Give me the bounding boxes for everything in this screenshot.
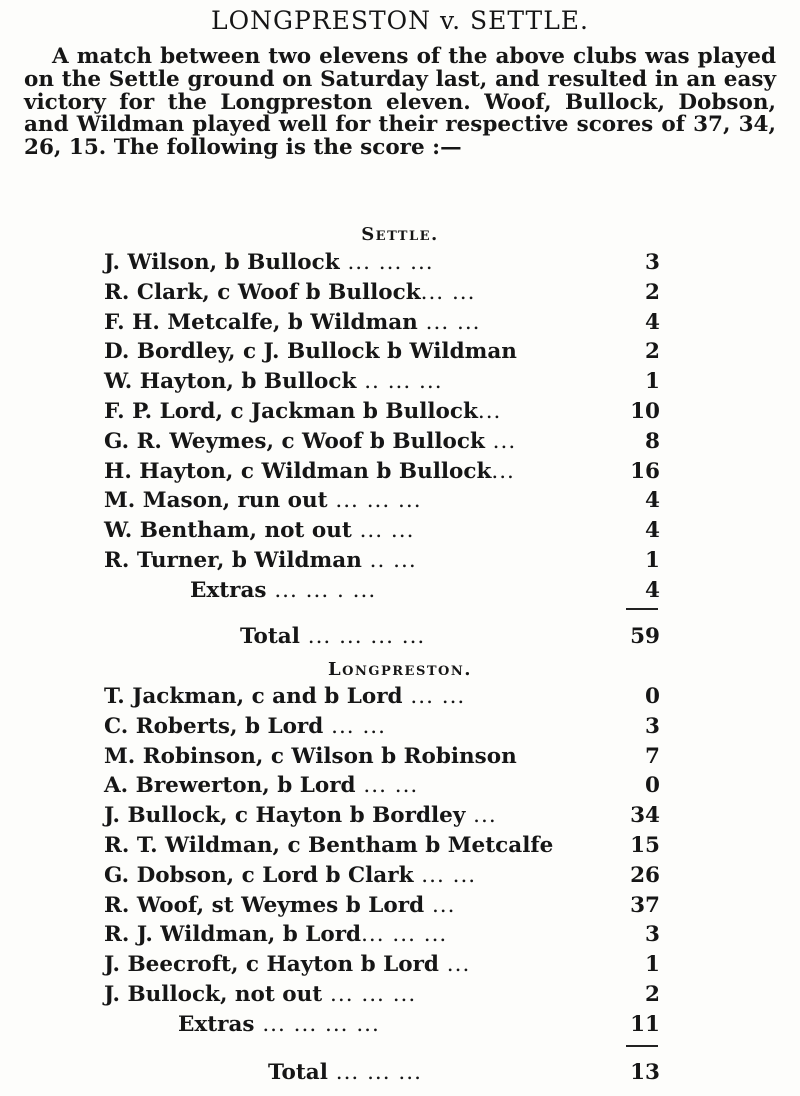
batsman-row (0, 801, 800, 831)
batsman-row (0, 546, 800, 576)
batsman-name: G. R. Weymes, c Woof b Bullock (104, 428, 485, 454)
batsman-score: 26 (630, 862, 660, 888)
leader-dots: ... ... (355, 773, 419, 799)
total-rule (626, 1045, 658, 1047)
batsman-row (0, 516, 800, 546)
total-row (0, 622, 800, 652)
batsman-score: 2 (645, 981, 660, 1007)
batsman-name: W. Bentham, not out (104, 518, 352, 544)
batsman-name: R. Turner, b Wildman (104, 547, 362, 573)
total-rule (626, 608, 658, 610)
extras-score: 4 (645, 577, 660, 603)
leader-dots: ... (491, 458, 515, 484)
batsman-name: R. T. Wildman, c Bentham b Metcalfe (104, 832, 554, 858)
batsman-name: H. Hayton, c Wildman b Bullock (104, 458, 492, 484)
total-label: Total (268, 1060, 328, 1085)
leader-dots: ... ... ... ... (299, 624, 426, 649)
leader-dots: ... ... ... (322, 981, 417, 1007)
extras-row (0, 1010, 788, 1040)
batsman-score: 3 (645, 922, 660, 948)
batsman-score: 7 (645, 743, 660, 769)
extras-label: Extras (190, 577, 267, 603)
total-score: 13 (630, 1060, 660, 1085)
batsman-row (0, 980, 800, 1010)
batsman-score: 34 (630, 803, 660, 829)
leader-dots: ... (465, 803, 497, 829)
batsman-score: 10 (630, 398, 660, 424)
batsman-score: 3 (645, 713, 660, 739)
batsman-row (0, 397, 800, 427)
batsman-name: D. Bordley, c J. Bullock b Wildman (104, 339, 517, 365)
batsman-row (0, 248, 800, 278)
leader-dots: ... ... ... (327, 488, 422, 514)
batsman-row (0, 831, 800, 861)
batsman-row (0, 950, 800, 980)
batsman-score: 0 (645, 773, 660, 799)
batsman-name: R. J. Wildman, b Lord (104, 922, 362, 948)
batsman-row (0, 486, 800, 516)
leader-dots: ... ... (420, 279, 476, 305)
longpreston-heading: Longpreston. (328, 659, 472, 680)
leader-dots: ... (484, 428, 517, 454)
batsman-row (0, 712, 800, 742)
batsman-row (0, 457, 800, 487)
leader-dots: .. ... (361, 547, 417, 573)
batsman-score: 16 (630, 458, 660, 484)
batsman-name: G. Dobson, c Lord b Clark (104, 862, 414, 888)
intro-text: A match between two elevens of the above clubs was played on the Settle ground on Saturday last, and resulted in an easy victory for the Longpreston eleven. Woof, Bullock, Dobson, and Wildman played well for their respective scores of 37, 34, 26, 15. The following is the score :— (24, 44, 776, 161)
headline: LONGPRESTON v. SETTLE. (211, 6, 589, 35)
batsman-name: W. Hayton, b Bullock (104, 369, 357, 395)
leader-dots: ... ... (417, 309, 481, 335)
batsman-score: 1 (645, 547, 660, 573)
leader-dots: .. ... ... (356, 369, 443, 395)
total-label: Total (240, 624, 300, 649)
leader-dots: ... (424, 892, 456, 918)
leader-dots: ... ... . ... (266, 577, 377, 603)
leader-dots: ... ... ... (361, 922, 448, 948)
extras-score: 11 (630, 1011, 660, 1037)
batsman-score: 1 (645, 952, 660, 978)
batsman-score: 3 (645, 250, 660, 275)
batsman-name: T. Jackman, c and b Lord (104, 684, 403, 709)
batsman-row (0, 682, 800, 712)
settle-heading: Settle. (361, 224, 439, 245)
batsman-score: 8 (645, 428, 660, 454)
extras-row (0, 576, 800, 606)
batsman-score: 0 (645, 684, 660, 709)
batsman-name: R. Woof, st Weymes b Lord (104, 892, 425, 918)
batsman-name: F. H. Metcalfe, b Wildman (104, 309, 418, 335)
batsman-row (0, 771, 800, 801)
batsman-name: J. Beecroft, c Hayton b Lord (104, 952, 439, 978)
batsman-score: 4 (645, 518, 660, 544)
leader-dots: ... ... ... ... (254, 1011, 380, 1037)
batsman-row (0, 308, 800, 338)
batsman-row (0, 367, 800, 397)
batsman-score: 4 (645, 309, 660, 335)
leader-dots: ... ... (323, 713, 386, 739)
batsman-score: 37 (630, 892, 660, 918)
settle-total (0, 622, 800, 652)
batsman-row (0, 861, 800, 891)
batsman-name: J. Bullock, c Hayton b Bordley (104, 803, 466, 829)
batsman-name: A. Brewerton, b Lord (104, 773, 356, 799)
batsman-row (0, 891, 800, 921)
batsman-name: J. Bullock, not out (104, 981, 323, 1007)
batsman-name: F. P. Lord, c Jackman b Bullock (104, 398, 478, 424)
batsman-name: J. Wilson, b Bullock (104, 250, 340, 275)
leader-dots: ... ... ... (339, 250, 434, 275)
settle-scorecard (0, 248, 800, 606)
batsman-name: C. Roberts, b Lord (104, 713, 324, 739)
batsman-row (0, 337, 800, 367)
extras-label: Extras (178, 1011, 255, 1037)
batsman-name: M. Mason, run out (104, 488, 328, 514)
total-score: 59 (630, 624, 660, 649)
intro-paragraph (24, 46, 776, 160)
batsman-score: 2 (645, 279, 660, 305)
batsman-row (0, 278, 800, 308)
longpreston-total (0, 1058, 800, 1088)
batsman-row (0, 427, 800, 457)
batsman-name: R. Clark, c Woof b Bullock (104, 279, 421, 305)
batsman-score: 4 (645, 488, 660, 514)
batsman-name: M. Robinson, c Wilson b Robinson (104, 743, 517, 769)
leader-dots: ... (477, 398, 502, 424)
leader-dots: ... ... ... (327, 1060, 422, 1085)
batsman-row (0, 742, 800, 772)
batsman-row (0, 920, 800, 950)
batsman-score: 1 (645, 369, 660, 395)
batsman-score: 2 (645, 339, 660, 365)
leader-dots: ... (438, 952, 471, 978)
batsman-score: 15 (630, 832, 660, 858)
leader-dots: ... ... (351, 518, 415, 544)
total-row (28, 1058, 800, 1088)
longpreston-scorecard (0, 682, 800, 1040)
leader-dots: ... ... (402, 684, 466, 709)
leader-dots: ... ... (413, 862, 477, 888)
